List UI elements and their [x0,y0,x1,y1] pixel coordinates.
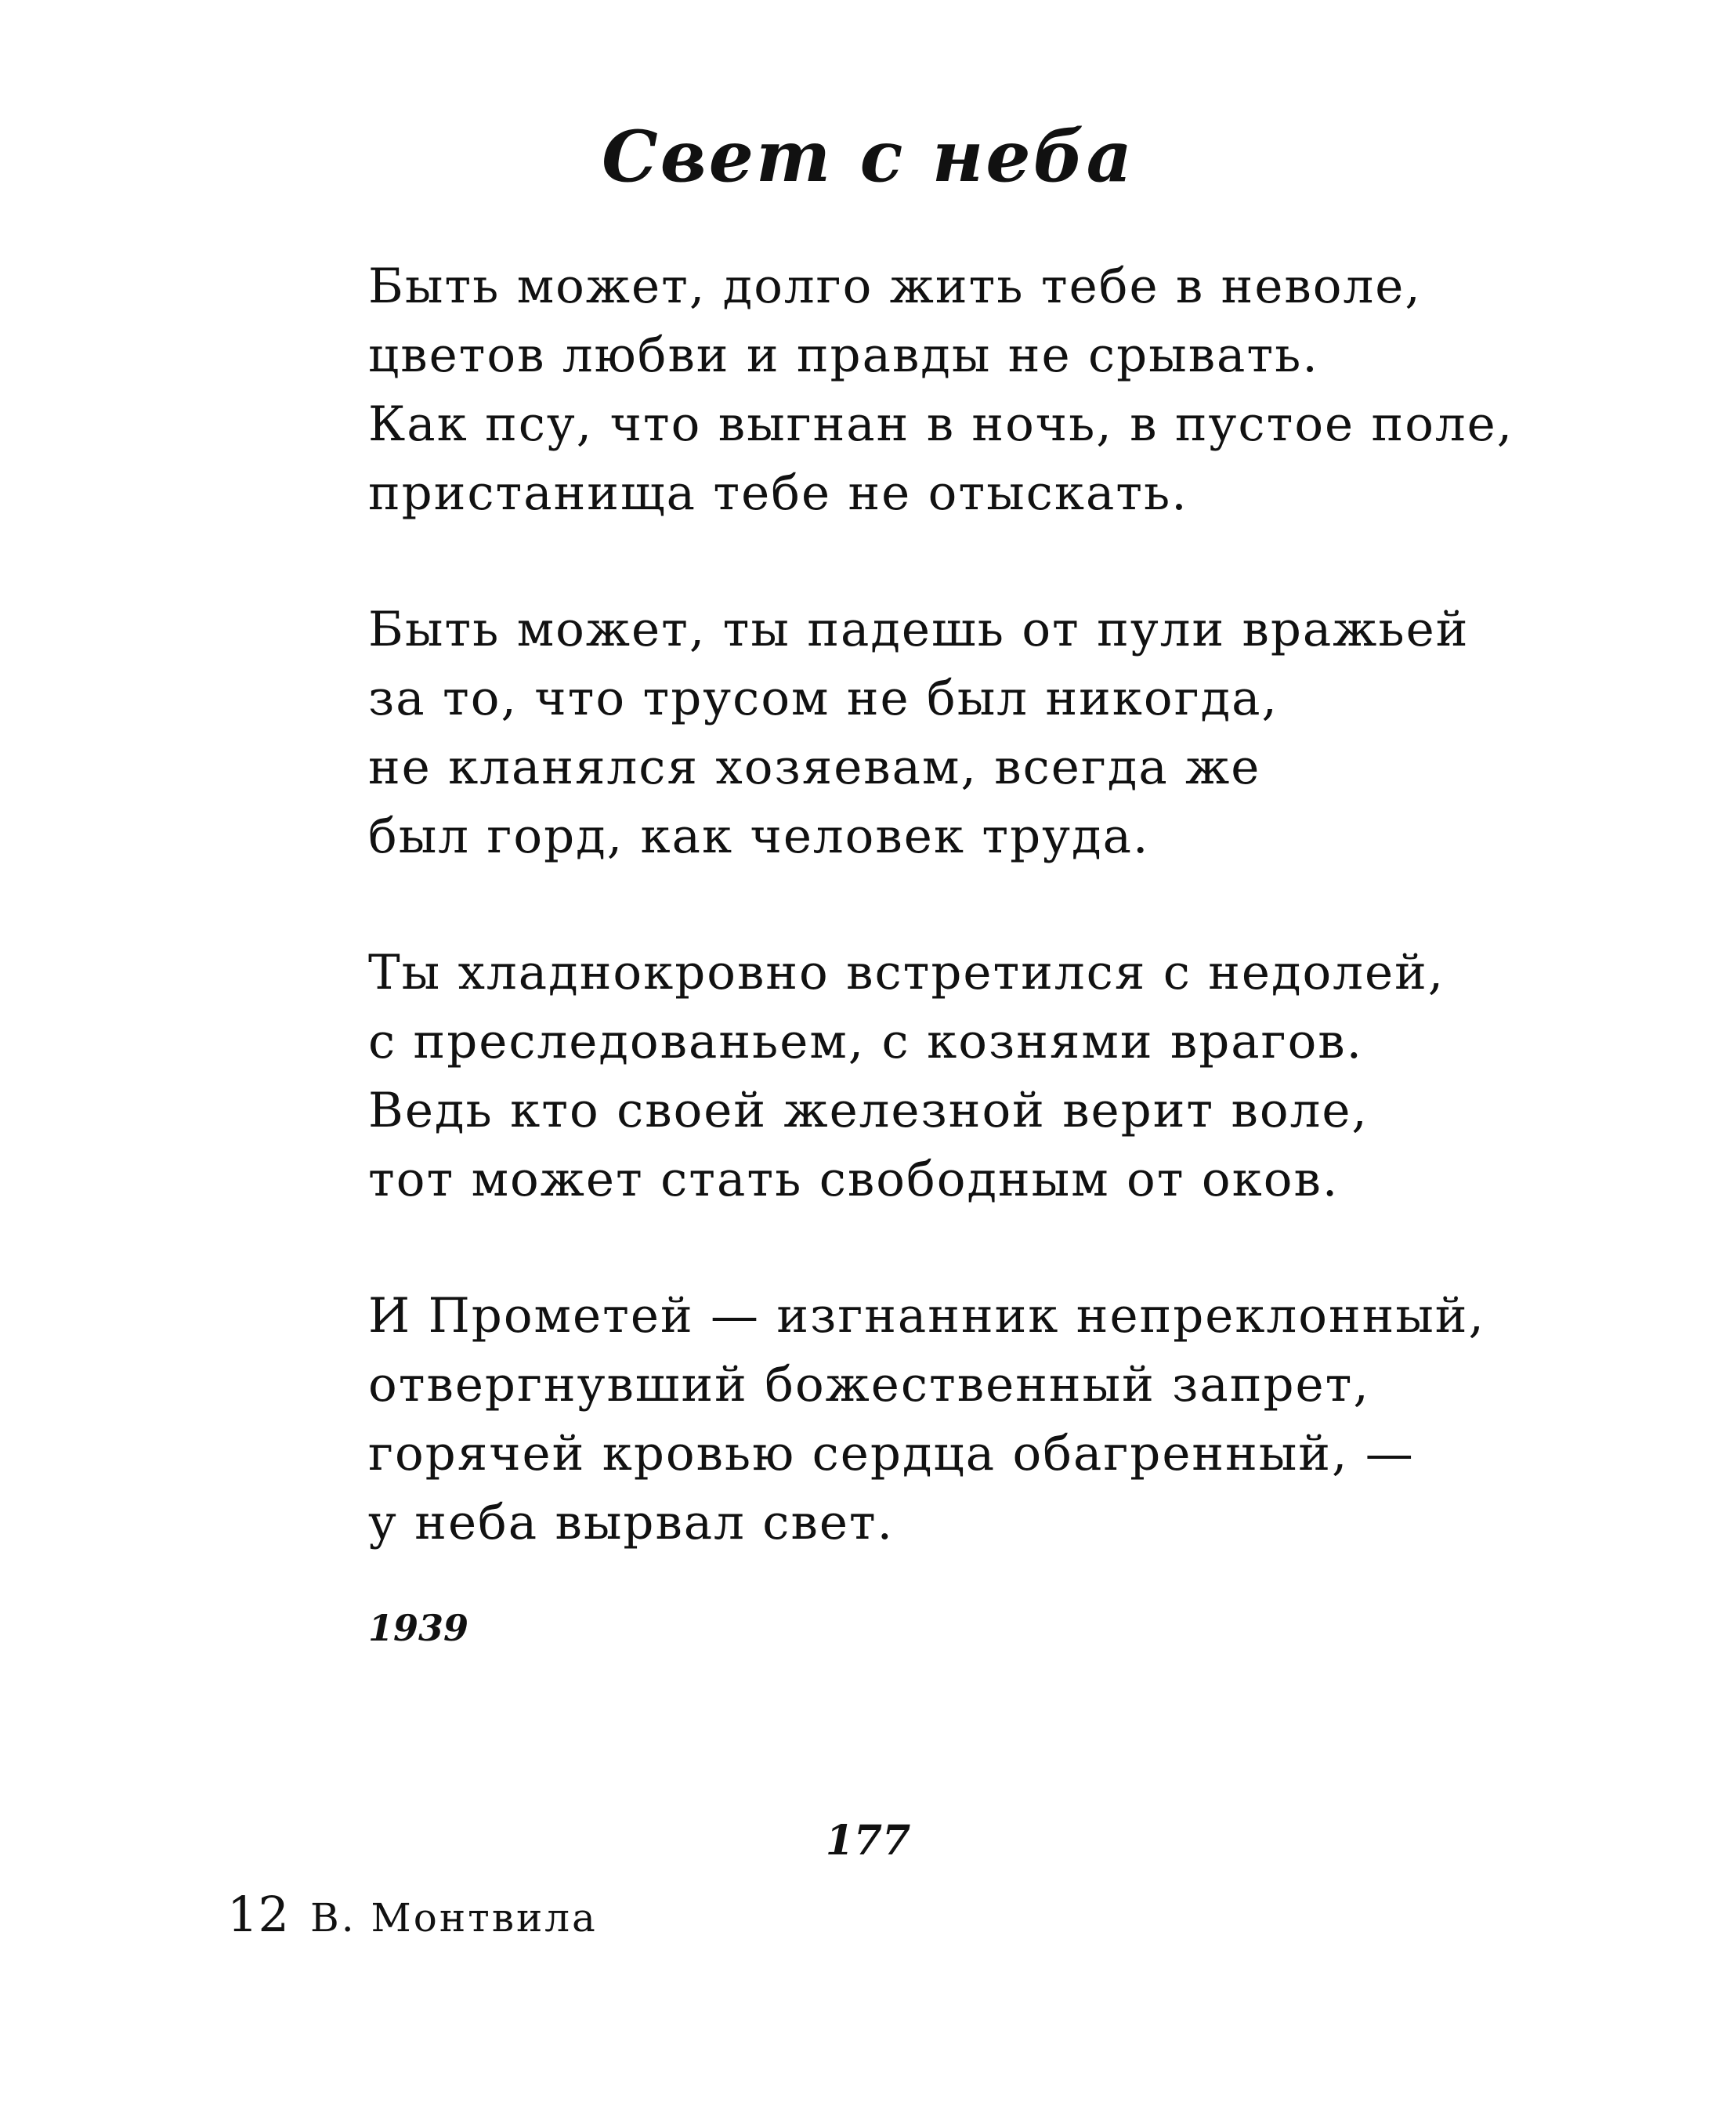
poem-line: Ты хладнокровно встретился с недолей, [368,945,1445,1000]
poem-line: Быть может, ты падешь от пули вражьей [368,602,1470,657]
signature-number: 12 [227,1886,289,1943]
poem-line: отвергнувший божественный запрет, [368,1357,1370,1413]
poem-line: за то, что трусом не был никогда, [368,671,1278,726]
poem-line: пристанища тебе не отыскать. [368,465,1188,521]
stanza [368,595,1637,871]
poem-line: Быть может, долго жить тебе в неволе, [368,259,1422,314]
poem-line: с преследованьем, с кознями врагов. [368,1014,1364,1069]
poem-line: Ведь кто своей железной верит воле, [368,1083,1369,1138]
poem-title: Свет с неба [602,115,1134,198]
page-number: 177 [825,1817,911,1865]
poem-line: горячей кровью сердца обагренный, — [368,1426,1415,1481]
poem-year: 1939 [368,1607,469,1649]
poem-line: был горд, как человек труда. [368,809,1150,864]
poem-line: И Прометей — изгнанник непреклонный, [368,1288,1485,1344]
poem-line: не кланялся хозяевам, всегда же [368,740,1261,795]
poem-line: цветов любви и правды не срывать. [368,327,1319,383]
poem-line: у неба вырвал свет. [368,1495,895,1550]
stanza [368,1282,1637,1557]
poem-line: Как псу, что выгнан в ночь, в пустое поле, [368,396,1514,452]
stanza [368,252,1637,528]
poem-line: тот может стать свободным от оков. [368,1152,1340,1207]
signature-name: В. Монтвила [310,1895,598,1941]
poem-body [368,252,1637,1625]
stanza [368,939,1637,1214]
signature-mark [227,1883,598,1959]
